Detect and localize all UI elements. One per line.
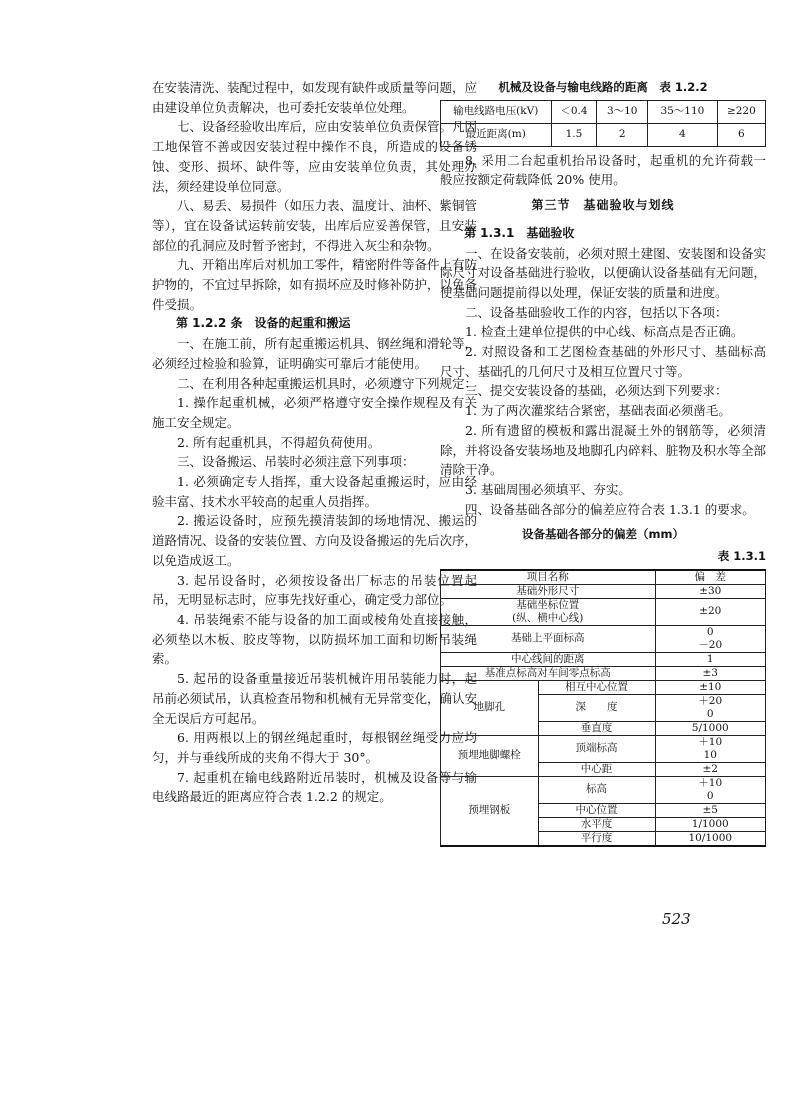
item-name-cell: 深 度 <box>538 694 655 721</box>
paragraph: 8. 采用二台起重机抬吊设备时，起重机的允许荷载一般应按额定荷载降低 20% 使用。 <box>440 152 766 188</box>
right-body-text <box>440 224 766 520</box>
distance-table-header-row <box>441 100 766 123</box>
paragraph: 1. 为了两次灌浆结合紧密，基础表面必须凿毛。 <box>465 403 731 419</box>
distance-table-row <box>441 123 766 146</box>
paragraph: 八、易丢、易损件（如压力表、温度计、油杯、紫铜管等），宜在设备试运转前安装，出库后应妥善保管，且安装部位的孔洞应及时暂予密封，不得进入灰尘和杂物。 <box>152 198 478 253</box>
right-top-text <box>440 151 766 190</box>
paragraph: 1. 操作起重机械，必须严格遵守安全操作规程及有关施工安全规定。 <box>152 395 477 430</box>
paragraph: 5. 起吊的设备重量接近吊装机械许用吊装能力时，起吊前必须试吊，认真检查吊物和机械有无异常变化，确认安全无误后方可起吊。 <box>152 671 478 726</box>
distance-cell: 1.5 <box>551 123 597 146</box>
deviation-cell: ＋20 0 <box>655 694 766 721</box>
item-name-cell: 基准点标高对车间零点标高 <box>441 666 656 680</box>
paragraph: 一、在施工前，所有起重搬运机具、钢丝绳和滑轮等，必须经过检验和验算，证明确实可靠后才能使用。 <box>152 336 478 371</box>
table-row <box>441 652 766 666</box>
item-name-cell: 水平度 <box>538 817 655 831</box>
deviation-cell: 0 －20 <box>655 625 766 652</box>
deviation-cell: 1/1000 <box>655 817 766 831</box>
deviation-table-caption: 设备基础各部分的偏差（mm） <box>522 527 684 542</box>
table-row <box>441 598 766 625</box>
voltage-cell: ≥220 <box>717 100 765 123</box>
voltage-header-cell: 输电线路电压(kV) <box>441 100 552 123</box>
clause-heading: 第 1.2.2 条 设备的起重和搬运 <box>176 316 351 331</box>
paragraph: 7. 起重机在输电线路附近吊装时，机械及设备等与输电线路最近的距离应符合表 1.2.2 的规定。 <box>152 769 477 805</box>
paragraph: 2. 所有起重机具，不得超负荷使用。 <box>177 434 381 450</box>
paragraph: 2. 所有遗留的模板和露出混凝土外的钢筋等，必须清除，并将设备安装场地及地脚孔内碎料、脏物及积水等全部清除干净。 <box>440 422 766 478</box>
left-column <box>152 78 477 807</box>
paragraph: 三、提交安装设备的基础，必须达到下列要求： <box>465 383 728 399</box>
distance-row-label: 最近距离(m) <box>441 123 552 146</box>
table-row <box>441 625 766 652</box>
distance-table-caption: 机械及设备与输电线路的距离 表 1.2.2 <box>498 80 708 94</box>
section-title: 第三节 基础验收与划线 <box>531 198 675 213</box>
voltage-cell: ＜0.4 <box>551 100 597 123</box>
paragraph: 在安装清洗、装配过程中，如发现有缺件或质量等问题，应由建设单位负责解决，也可委托安装单位处理。 <box>152 80 478 115</box>
paragraph: 七、设备经验收出库后，应由安装单位负责保管。凡因工地保管不善或因安装过程中操作不良，所造成的设备锈蚀、变形、损坏、缺件等，应由安装单位负责，其处理办法，须经建设单位同意。 <box>152 119 478 194</box>
distance-cell: 6 <box>717 123 765 146</box>
item-name-cell: 平行度 <box>538 831 655 846</box>
deviation-cell: 5/1000 <box>655 721 766 735</box>
group-name-cell: 预埋地脚螺栓 <box>441 735 539 776</box>
paragraph: 2. 对照设备和工艺图检查基础的外形尺寸、基础标高尺寸、基础孔的几何尺寸及相互位置尺寸等。 <box>440 344 766 379</box>
item-name-cell: 基础上平面标高 <box>441 625 656 652</box>
item-name-cell: 中心线间的距离 <box>441 652 656 666</box>
paragraph: 四、设备基础各部分的偏差应符合表 1.3.1 的要求。 <box>465 501 755 517</box>
paragraph: 1. 必须确定专人指挥，重大设备起重搬运时，应由经验丰富、技术水平较高的起重人员指挥。 <box>152 474 477 509</box>
distance-cell: 4 <box>648 123 718 146</box>
paragraph: 6. 用两根以上的钢丝绳起重时，每根钢丝绳受力应均匀，并与垂线所成的夹角不得大于 30°。 <box>152 730 477 765</box>
item-name-cell: 相互中心位置 <box>538 680 655 694</box>
item-name-cell: 基础外形尺寸 <box>441 584 656 598</box>
item-name-cell: 标高 <box>538 776 655 803</box>
voltage-cell: 3～10 <box>597 100 648 123</box>
deviation-cell: ＋10 10 <box>655 735 766 762</box>
table-row <box>441 584 766 598</box>
table-row <box>441 735 766 762</box>
paragraph: 3. 基础周围必须填平、夯实。 <box>465 481 631 497</box>
header-cell: 偏 差 <box>655 570 766 585</box>
paragraph: 二、在利用各种起重搬运机具时，必须遵守下列规定： <box>177 375 478 391</box>
item-name-cell: 基础坐标位置 (纵、横中心线) <box>441 598 656 625</box>
paragraph: 九、开箱出库后对机加工零件，精密附件等备件上有防护物的，不宜过早拆除，如有损坏应及时修补防护，以免备件受损。 <box>152 257 478 312</box>
deviation-cell: 10/1000 <box>655 831 766 846</box>
deviation-cell: ±30 <box>655 584 766 598</box>
deviation-table <box>440 569 766 847</box>
table-row <box>441 776 766 803</box>
table-row <box>441 666 766 680</box>
item-name-cell: 顶端标高 <box>538 735 655 762</box>
item-name-cell: 垂直度 <box>538 721 655 735</box>
paragraph: 4. 吊装绳索不能与设备的加工面或棱角处直接接触，必须垫以木板、胶皮等物，以防损坏加工面和切断吊装绳索。 <box>152 611 477 667</box>
paragraph: 1. 检查土建单位提供的中心线、标高点是否正确。 <box>465 324 744 340</box>
group-name-cell: 预埋钢板 <box>441 776 539 846</box>
clause-heading: 第 1.3.1 基础验收 <box>464 225 575 240</box>
paragraph: 二、设备基础验收工作的内容，包括以下各项： <box>465 304 728 320</box>
header-cell: 项目名称 <box>441 570 656 585</box>
right-column <box>440 78 766 847</box>
group-name-cell: 地脚孔 <box>441 680 539 735</box>
voltage-cell: 35～110 <box>648 100 718 123</box>
deviation-cell: ±10 <box>655 680 766 694</box>
distance-table <box>440 100 766 147</box>
table-row <box>441 680 766 694</box>
deviation-cell: ±20 <box>655 598 766 625</box>
deviation-table-header-row <box>441 570 766 585</box>
distance-cell: 2 <box>597 123 648 146</box>
paragraph: 2. 搬运设备时，应预先摸清装卸的场地情况、搬运的道路情况、设备的安装位置、方向及设备搬运的先后次序，以免造成返工。 <box>152 513 478 568</box>
paragraph: 一、在设备安装前，必须对照土建图、安装图和设备实际尺寸对设备基础进行验收，以便确认设备基础有无问题，使基础问题提前得以处理，保证安装的质量和进度。 <box>440 245 766 300</box>
paragraph: 3. 起吊设备时，必须按设备出厂标志的吊装位置起吊，无明显标志时，应事先找好重心，确定受力部位。 <box>152 572 477 608</box>
deviation-cell: 1 <box>655 652 766 666</box>
deviation-cell: ±5 <box>655 803 766 817</box>
item-name-cell: 中心位置 <box>538 803 655 817</box>
deviation-cell: ±3 <box>655 666 766 680</box>
item-name-cell: 中心距 <box>538 762 655 776</box>
page-number: 523 <box>662 910 691 928</box>
paragraph: 三、设备搬运、吊装时必须注意下列事项： <box>177 454 415 470</box>
deviation-cell: ±2 <box>655 762 766 776</box>
deviation-cell: ＋10 0 <box>655 776 766 803</box>
deviation-table-number: 表 1.3.1 <box>717 549 766 564</box>
